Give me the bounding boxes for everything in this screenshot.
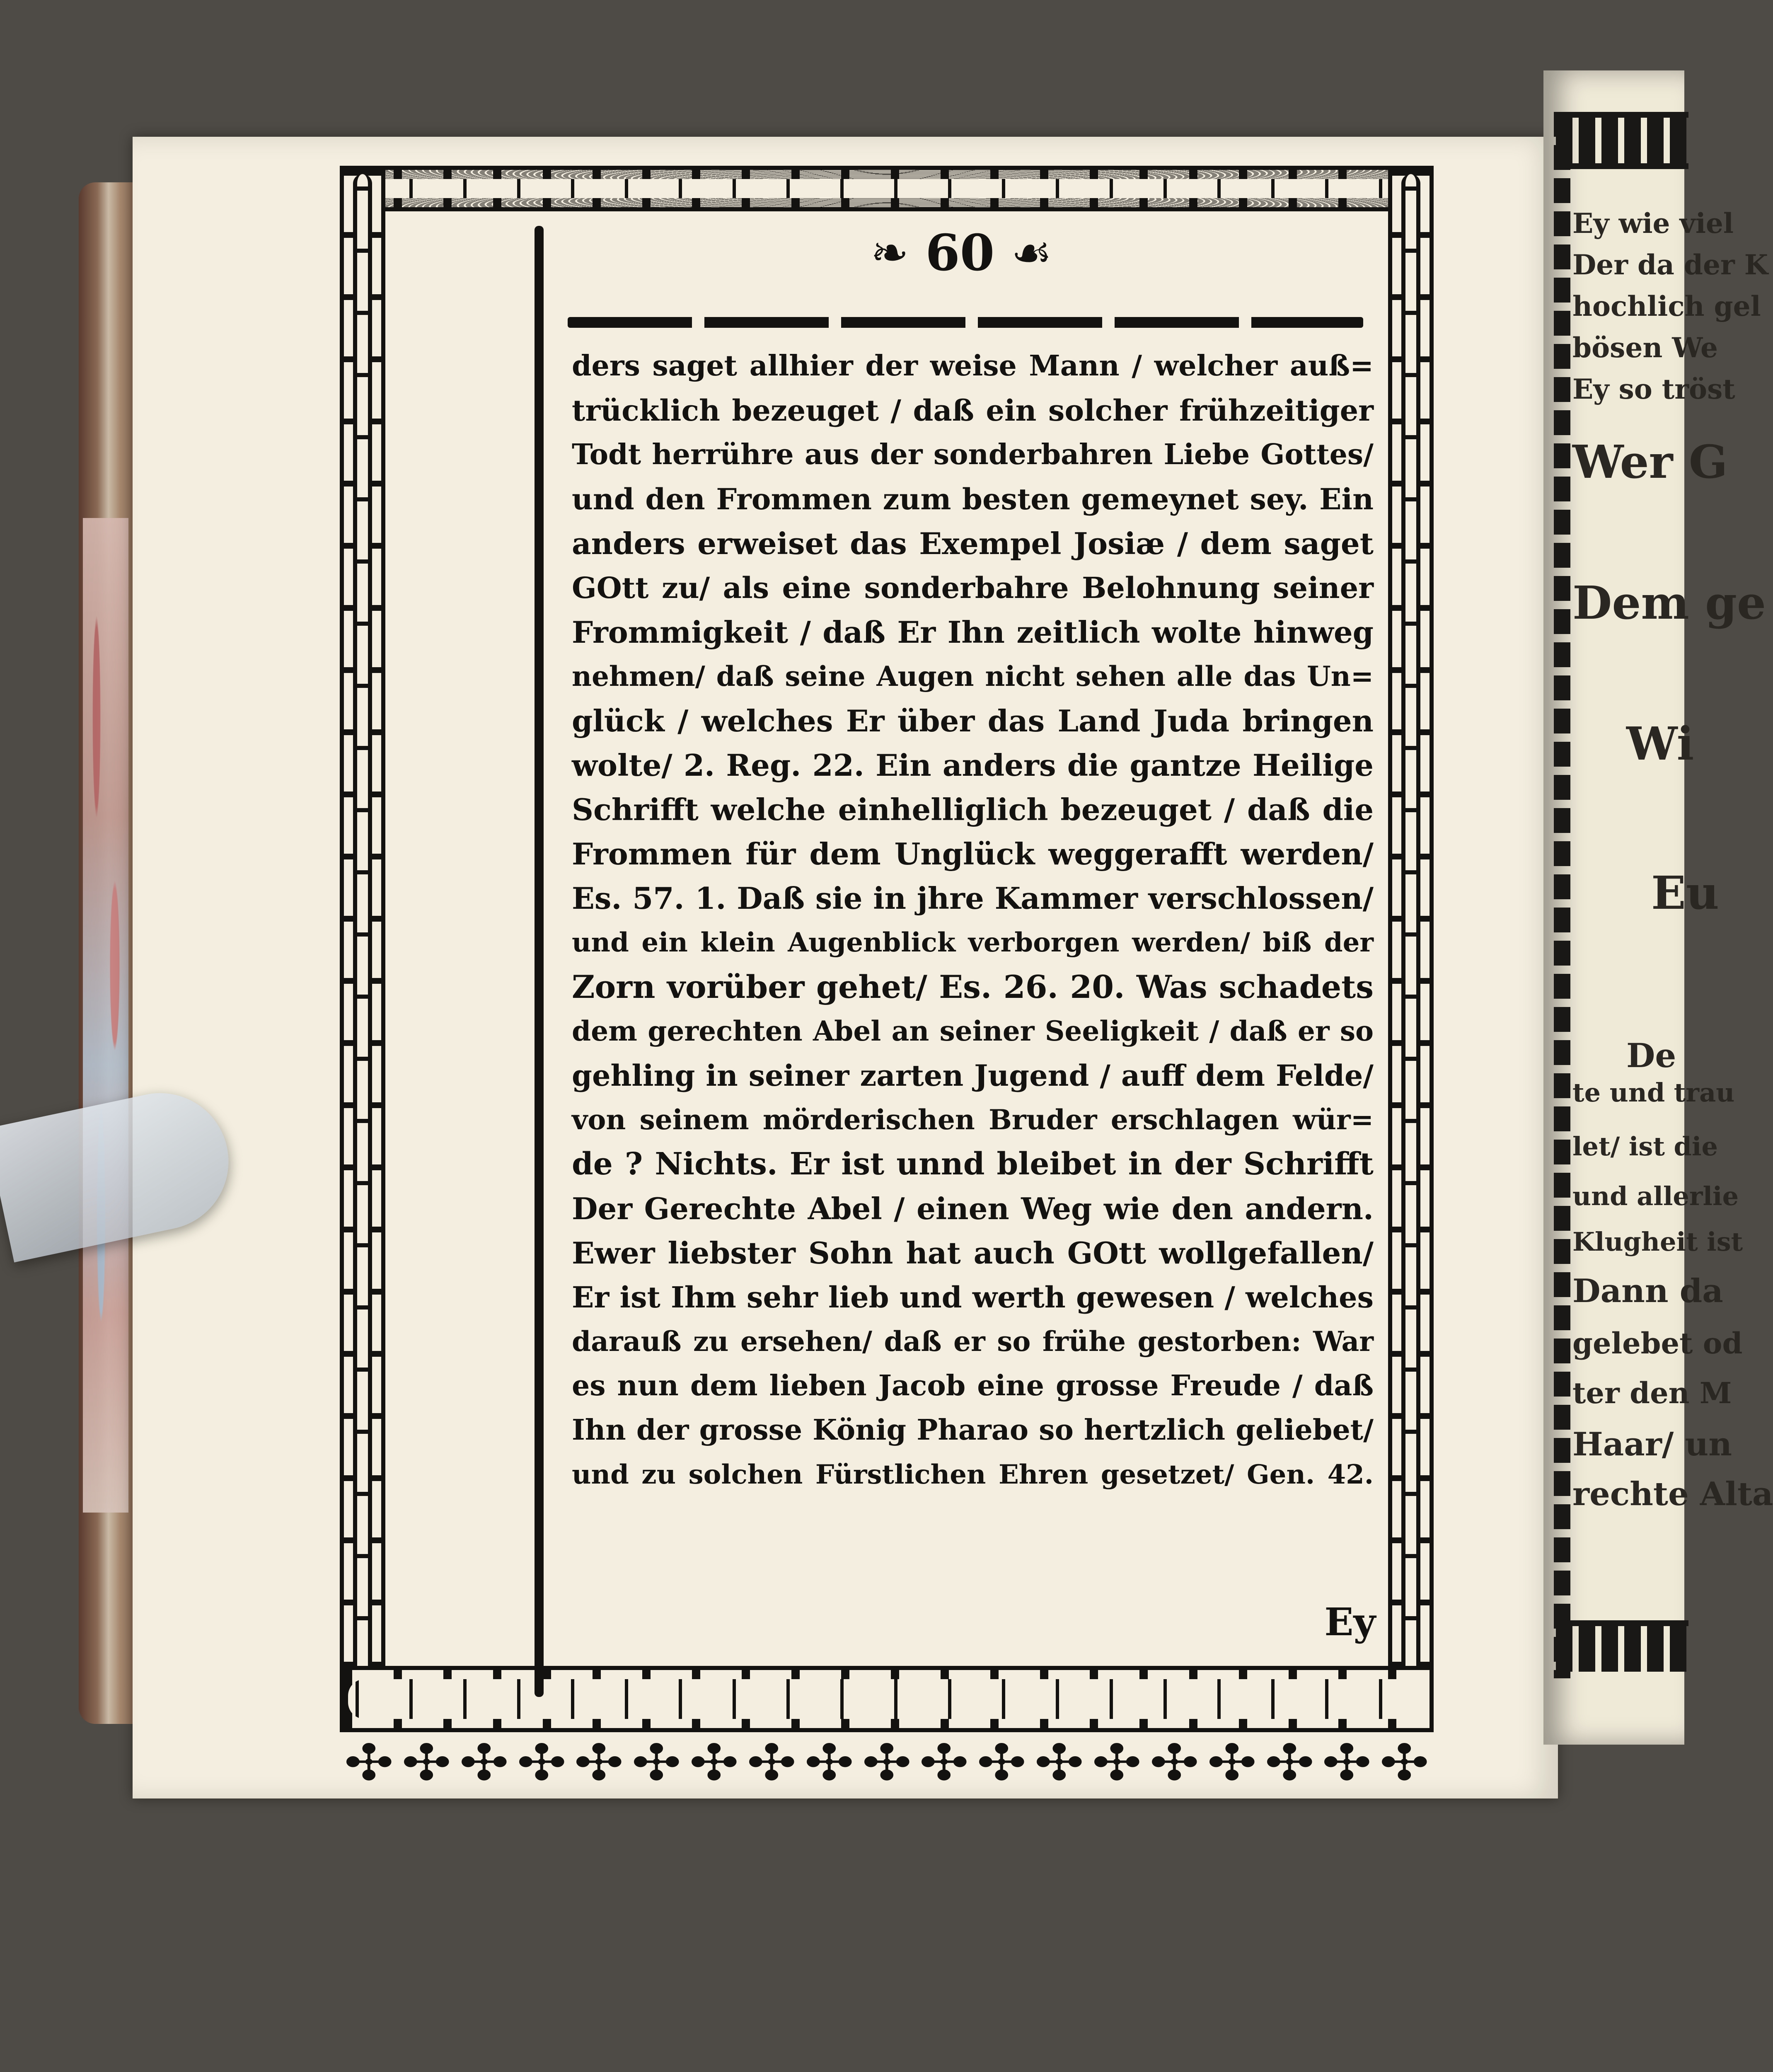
fleuron-icon: ✣ <box>1034 1734 1084 1792</box>
text-line: und den Frommen zum besten gemeynet sey. Ein <box>572 482 1374 516</box>
ornamental-border-bottom <box>340 1666 1434 1732</box>
facing-text: let/ ist die <box>1572 1131 1718 1162</box>
fleuron-icon: ✣ <box>1091 1734 1142 1792</box>
facing-text: Ey wie viel <box>1572 207 1734 240</box>
text-line: darauß zu ersehen/ daß er so frühe gestorben: War <box>572 1325 1374 1358</box>
text-line: Der Gerechte Abel / einen Weg wie den andern. <box>572 1191 1374 1226</box>
facing-text: Eu <box>1651 866 1719 920</box>
fleuron-icon: ✣ <box>631 1734 682 1792</box>
text-line: und ein klein Augenblick verborgen werden/ biß der <box>572 927 1374 958</box>
facing-text: De <box>1626 1036 1676 1075</box>
text-line: trücklich bezeuget / daß ein solcher frühzeitiger <box>572 393 1374 428</box>
facing-text: Klugheit ist <box>1572 1227 1743 1257</box>
fleuron-icon: ✣ <box>574 1734 624 1792</box>
vertical-rule <box>535 226 544 1697</box>
text-line: Ewer liebster Sohn hat auch GOtt wollgefallen/ <box>572 1235 1374 1271</box>
text-line: de ? Nichts. Er ist unnd bleibet in der Schrifft <box>572 1146 1374 1182</box>
text-line: wolte/ 2. Reg. 22. Ein anders die gantze Heilige <box>572 748 1374 783</box>
facing-page-border-left <box>1554 112 1570 1678</box>
text-line: Es. 57. 1. Daß sie in jhre Kammer verschlossen/ <box>572 881 1374 916</box>
fleuron-row <box>343 1732 1430 1794</box>
text-line: ders saget allhier der weise Mann / welcher auß= <box>572 349 1374 382</box>
facing-text: hochlich gel <box>1572 290 1761 322</box>
page-number: 60 <box>925 223 995 282</box>
facing-text: Wer G <box>1572 435 1728 489</box>
facing-text: Dem ge <box>1572 576 1766 629</box>
fleuron-icon: ✣ <box>861 1734 912 1792</box>
facing-page-border-top <box>1556 112 1688 169</box>
facing-page-border-bottom <box>1556 1620 1688 1672</box>
facing-text: Wi <box>1626 717 1694 770</box>
facing-text: bösen We <box>1572 332 1718 364</box>
catchword: Ey <box>1324 1600 1376 1644</box>
text-line: Er ist Ihm sehr lieb und werth gewesen / welches <box>572 1280 1374 1314</box>
fleuron-icon: ✣ <box>1207 1734 1257 1792</box>
fleuron-icon: ✣ <box>977 1734 1027 1792</box>
fleuron-icon: ✣ <box>516 1734 567 1792</box>
text-line: Ihn der grosse König Pharao so hertzlich geliebet/ <box>572 1414 1374 1447</box>
fleuron-icon: ✣ <box>459 1734 509 1792</box>
ornamental-border-left <box>340 166 385 1732</box>
text-line: Schrifft welche einhelliglich bezeuget / daß die <box>572 792 1374 827</box>
fleuron-icon: ✣ <box>401 1734 452 1792</box>
text-line: dem gerechten Abel an seiner Seeligkeit / daß er so <box>572 1015 1374 1047</box>
text-line: es nun dem lieben Jacob eine grosse Freude / daß <box>572 1369 1374 1402</box>
facing-text: gelebet od <box>1572 1326 1743 1360</box>
text-line: Zorn vorüber gehet/ Es. 26. 20. Was schadets <box>572 968 1374 1005</box>
text-line: gehling in seiner zarten Jugend / auff dem Felde/ <box>572 1058 1374 1093</box>
text-line: Frommigkeit / daß Er Ihn zeitlich wolte hinweg <box>572 615 1374 650</box>
facing-text: ter den M <box>1572 1376 1732 1410</box>
text-line: und zu solchen Fürstlichen Ehren gesetzet/ Gen. 42. <box>572 1459 1374 1490</box>
fleuron-icon: ✣ <box>1264 1734 1315 1792</box>
fleuron-icon: ✣ <box>343 1734 394 1792</box>
ornamental-border-right <box>1388 166 1434 1732</box>
fleuron-icon: ✣ <box>1149 1734 1200 1792</box>
facing-text: Dann da <box>1572 1272 1723 1310</box>
header-rule <box>568 317 1363 328</box>
fleuron-icon: ✣ <box>1322 1734 1372 1792</box>
fleuron-icon: ✣ <box>804 1734 854 1792</box>
facing-page <box>1543 70 1773 1745</box>
text-line: von seinem mörderischen Bruder erschlagen wür= <box>572 1104 1374 1136</box>
fleuron-icon: ✣ <box>746 1734 797 1792</box>
text-line: nehmen/ daß seine Augen nicht sehen alle das Un= <box>572 660 1374 692</box>
text-line: Frommen für dem Unglück weggerafft werden/ <box>572 836 1374 871</box>
text-line: GOtt zu/ als eine sonderbahre Belohnung seiner <box>572 571 1374 605</box>
facing-text: rechte Alta <box>1572 1475 1773 1513</box>
fleuron-icon: ✣ <box>919 1734 970 1792</box>
body-text <box>572 344 1374 1497</box>
marbled-endpaper <box>83 518 128 1513</box>
facing-text: Ey so tröst <box>1572 373 1735 405</box>
text-line: glück / welches Er über das Land Juda bringen <box>572 703 1374 738</box>
ornament-left-icon: ❧ <box>871 226 909 279</box>
fleuron-icon: ✣ <box>1379 1734 1430 1792</box>
text-line: anders erweiset das Exempel Josiæ / dem saget <box>572 526 1374 561</box>
fleuron-icon: ✣ <box>689 1734 739 1792</box>
facing-text: und allerlie <box>1572 1181 1739 1211</box>
facing-text: Haar/ un <box>1572 1426 1732 1463</box>
text-line: Todt herrühre aus der sonderbahren Liebe Gottes/ <box>572 438 1374 471</box>
facing-text: Der da der K <box>1572 249 1768 281</box>
page-header <box>547 218 1376 288</box>
facing-text: te und trau <box>1572 1077 1735 1108</box>
ornamental-border-top <box>340 166 1434 211</box>
ornament-right-icon: ☙ <box>1011 226 1052 279</box>
